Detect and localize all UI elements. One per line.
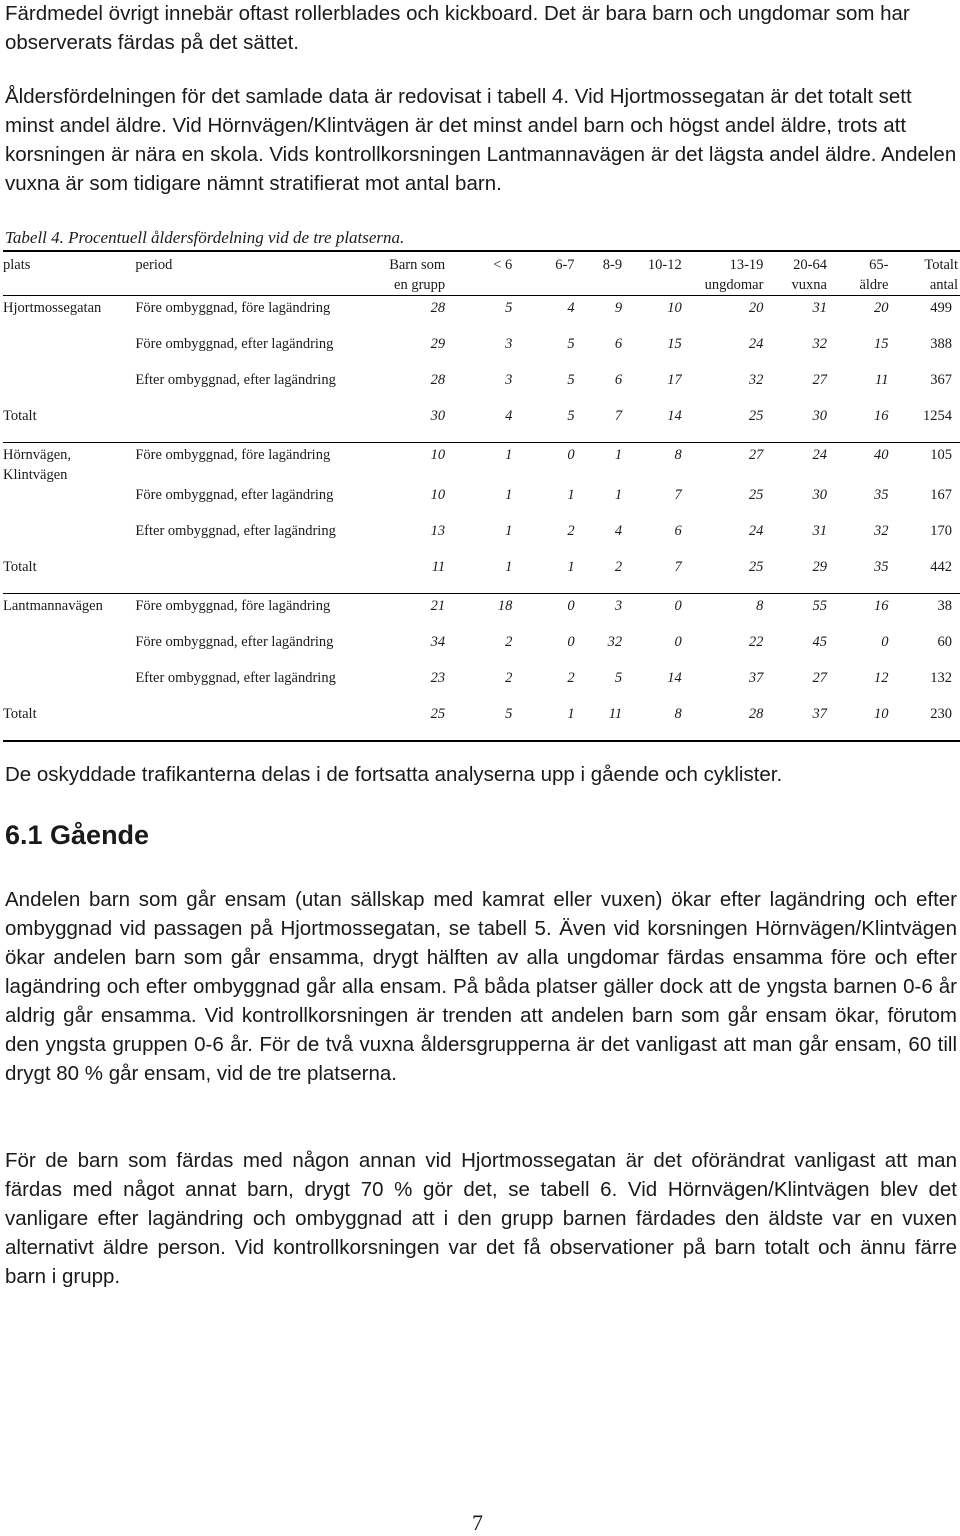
cell-total: 499 (930, 300, 952, 316)
cell-period: Före ombyggnad, efter lagändring (135, 634, 334, 650)
header-8-9: 8-9 (583, 251, 631, 296)
cell-value: 15 (667, 336, 682, 352)
cell-period: Efter ombyggnad, efter lagändring (135, 670, 336, 686)
cell-period: Före ombyggnad, efter lagändring (135, 487, 334, 503)
cell-total: 170 (930, 523, 952, 539)
cell-value: 1 (453, 557, 520, 594)
table-total-row (3, 704, 960, 741)
table-total-row (3, 406, 960, 443)
cell-value: 6 (614, 336, 623, 352)
table-caption: Tabell 4. Procentuell åldersfördelning vid de tre platserna. (5, 228, 405, 247)
cell-value: 7 (674, 487, 682, 503)
table-row (3, 632, 960, 668)
cell-value: 10 (430, 447, 446, 463)
cell-value: 17 (667, 372, 682, 388)
table-row (3, 334, 960, 370)
cell-total: 38 (937, 598, 952, 614)
cell-value: 25 (690, 557, 772, 594)
cell-value: 3 (614, 598, 623, 614)
cell-value: 0 (567, 447, 575, 463)
header-10-12: 10-12 (630, 251, 690, 296)
cell-value: 14 (667, 670, 682, 686)
cell-value: 1 (614, 447, 623, 463)
cell-plats (3, 370, 135, 406)
section-heading: 6.1 Gående (5, 820, 150, 850)
cell-empty (135, 406, 379, 443)
cell-value: 1 (505, 447, 513, 463)
table-body (3, 296, 960, 742)
cell-value: 8 (756, 598, 764, 614)
cell-value: 55 (812, 598, 827, 614)
cell-value: 24 (748, 336, 764, 352)
cell-value: 29 (430, 336, 446, 352)
cell-value: 0 (674, 598, 682, 614)
cell-total: 60 (937, 634, 952, 650)
section-paragraph-1: Andelen barn som går ensam (utan sällskap med kamrat eller vuxen) ökar efter lagändring och efter ombyggnad vid passagen på Hjortmossegatan, se tabell 5. Även vid korsningen Hörnvägen/Klintvägen ökar andelen barn som går ensamma, drygt hälften av alla ungdomar färdas ensamma före och efter lagändring och efter ombyggnad går alla ensam. På båda platser gäller dock att de yngsta barnen 0-6 år aldrig går ensamma. Vid kontrollkorsningen är trenden att andelen barn som går ensam ökar, förutom den yngsta gruppen 0-6 år. För de två vuxna åldersgrupperna är det vanligast att man går ensam, 60 till drygt 80 % går ensam, vid de tre platserna. (5, 888, 957, 1085)
cell-value: 28 (430, 300, 446, 316)
header-65: 65- äldre (835, 251, 896, 296)
cell-value: 2 (567, 523, 575, 539)
cell-value: 5 (567, 372, 575, 388)
cell-totalt-label: Totalt (3, 704, 135, 741)
table-total-row (3, 557, 960, 594)
cell-value: 0 (881, 634, 889, 650)
cell-value: 18 (497, 598, 513, 614)
cell-value: 28 (690, 704, 772, 741)
cell-total: 167 (930, 487, 952, 503)
cell-value: 25 (748, 487, 764, 503)
cell-value: 22 (748, 634, 764, 650)
header-period: period (135, 251, 379, 296)
cell-plats: Hjortmossegatan (3, 300, 102, 316)
cell-totalt-label: Totalt (3, 557, 135, 594)
cell-value: 5 (520, 406, 582, 443)
table-row (3, 521, 960, 557)
cell-value: 21 (430, 598, 446, 614)
cell-value: 1 (520, 704, 582, 741)
table-row (3, 485, 960, 521)
cell-value: 23 (430, 670, 446, 686)
cell-value: 27 (812, 372, 827, 388)
cell-total: 105 (930, 447, 952, 463)
page-number: 7 (472, 1510, 483, 1535)
cell-value: 7 (630, 557, 690, 594)
cell-value: 40 (873, 447, 889, 463)
cell-plats: Lantmannavägen (3, 598, 103, 614)
header-20-64: 20-64 vuxna (771, 251, 835, 296)
cell-value: 4 (614, 523, 623, 539)
cell-value: 3 (505, 336, 513, 352)
cell-value: 15 (873, 336, 889, 352)
cell-value: 45 (812, 634, 827, 650)
cell-value: 1 (567, 487, 575, 503)
cell-value: 24 (748, 523, 764, 539)
cell-value: 31 (812, 523, 827, 539)
cell-value: 28 (430, 372, 446, 388)
cell-value: 35 (873, 487, 889, 503)
cell-value: 11 (875, 372, 889, 388)
cell-value: 11 (379, 557, 453, 594)
cell-value: 1 (505, 523, 513, 539)
cell-value: 32 (812, 336, 827, 352)
cell-value: 13 (430, 523, 446, 539)
cell-value: 29 (771, 557, 835, 594)
header-lt6: < 6 (453, 251, 520, 296)
cell-plats (3, 632, 135, 668)
table-row (3, 668, 960, 704)
cell-value: 37 (771, 704, 835, 741)
cell-value: 32 (748, 372, 764, 388)
cell-value: 11 (583, 704, 631, 741)
cell-period: Före ombyggnad, före lagändring (135, 447, 331, 463)
cell-empty (135, 704, 379, 741)
header-6-7: 6-7 (520, 251, 582, 296)
cell-value: 10 (835, 704, 896, 741)
cell-value: 2 (583, 557, 631, 594)
cell-plats (3, 668, 135, 704)
cell-plats (3, 485, 135, 521)
cell-total: 367 (930, 372, 952, 388)
cell-value: 1 (520, 557, 582, 594)
cell-value: 5 (453, 704, 520, 741)
cell-plats (3, 334, 135, 370)
cell-value: 6 (614, 372, 623, 388)
cell-total: 388 (930, 336, 952, 352)
cell-period: Efter ombyggnad, efter lagändring (135, 523, 336, 539)
cell-value: 2 (505, 670, 513, 686)
cell-period: Före ombyggnad, före lagändring (135, 598, 331, 614)
cell-value: 1 (505, 487, 513, 503)
cell-value: 10 (430, 487, 446, 503)
cell-period: Före ombyggnad, före lagändring (135, 300, 331, 316)
header-barn-grupp: Barn som en grupp (379, 251, 453, 296)
cell-value: 0 (567, 598, 575, 614)
cell-value: 0 (674, 634, 682, 650)
cell-value: 6 (674, 523, 682, 539)
cell-value: 37 (748, 670, 764, 686)
cell-value: 0 (567, 634, 575, 650)
cell-value: 9 (614, 300, 623, 316)
header-13-19: 13-19 ungdomar (690, 251, 772, 296)
cell-total: 1254 (896, 406, 960, 443)
cell-value: 5 (614, 670, 623, 686)
cell-total: 442 (896, 557, 960, 594)
cell-value: 3 (505, 372, 513, 388)
after-table-text: De oskyddade trafikanterna delas i de fortsatta analyserna upp i gående och cyklister. (5, 763, 783, 786)
cell-value: 20 (873, 300, 889, 316)
cell-value: 25 (379, 704, 453, 741)
cell-value: 30 (379, 406, 453, 443)
cell-value: 4 (567, 300, 575, 316)
cell-totalt-label: Totalt (3, 406, 135, 443)
age-distribution-table (3, 250, 960, 742)
cell-value: 8 (630, 704, 690, 741)
cell-value: 5 (505, 300, 513, 316)
cell-value: 5 (567, 336, 575, 352)
table-row (3, 370, 960, 406)
cell-value: 20 (748, 300, 764, 316)
cell-value: 14 (630, 406, 690, 443)
cell-value: 24 (812, 447, 827, 463)
cell-value: 34 (430, 634, 446, 650)
cell-value: 16 (835, 406, 896, 443)
cell-value: 25 (690, 406, 772, 443)
cell-value: 12 (873, 670, 889, 686)
cell-plats: Hörnvägen, Klintvägen (3, 447, 72, 483)
cell-value: 27 (812, 670, 827, 686)
header-totalt-antal: Totalt antal (896, 251, 960, 296)
cell-value: 30 (771, 406, 835, 443)
cell-value: 10 (667, 300, 682, 316)
cell-value: 7 (583, 406, 631, 443)
cell-value: 32 (607, 634, 623, 650)
intro-paragraph-2: Åldersfördelningen för det samlade data är redovisat i tabell 4. Vid Hjortmossegatan är det totalt sett minst andel äldre. Vid Hörnvägen/Klintvägen är det minst andel barn och högst andel äldre, trots att korsningen är nära en skola. Vids kontrollkorsningen Lantmannavägen är det lägsta andel äldre. Andelen vuxna är som tidigare nämnt stratifierat mot antal barn. (5, 85, 957, 195)
header-plats: plats (3, 251, 135, 296)
cell-value: 31 (812, 300, 827, 316)
table-row (3, 594, 960, 633)
table-header-row (3, 251, 960, 296)
table-row (3, 443, 960, 486)
cell-value: 4 (453, 406, 520, 443)
cell-value: 32 (873, 523, 889, 539)
cell-value: 2 (505, 634, 513, 650)
table-row (3, 296, 960, 335)
cell-value: 16 (873, 598, 889, 614)
section-paragraph-2: För de barn som färdas med någon annan vid Hjortmossegatan är det oförändrat vanligast att man färdas med något annat barn, drygt 70 % gör det, se tabell 6. Vid Hörnvägen/Klintvägen blev det vanligare efter lagändring och ombyggnad att i den grupp barnen färdades den äldste var en vuxen alternativt äldre person. Vid kontrollkorsningen var det få observationer på barn totalt och ännu färre barn i grupp. (5, 1149, 957, 1288)
intro-paragraph-1: Färdmedel övrigt innebär oftast rollerblades och kickboard. Det är bara barn och ungdomar som har observerats färdas på det sättet. (5, 2, 910, 54)
cell-value: 27 (748, 447, 764, 463)
cell-total: 132 (930, 670, 952, 686)
cell-value: 8 (674, 447, 682, 463)
cell-value: 2 (567, 670, 575, 686)
cell-value: 35 (835, 557, 896, 594)
cell-plats (3, 521, 135, 557)
cell-empty (135, 557, 379, 594)
cell-period: Efter ombyggnad, efter lagändring (135, 372, 336, 388)
cell-period: Före ombyggnad, efter lagändring (135, 336, 334, 352)
cell-total: 230 (896, 704, 960, 741)
cell-value: 30 (812, 487, 827, 503)
cell-value: 1 (614, 487, 623, 503)
